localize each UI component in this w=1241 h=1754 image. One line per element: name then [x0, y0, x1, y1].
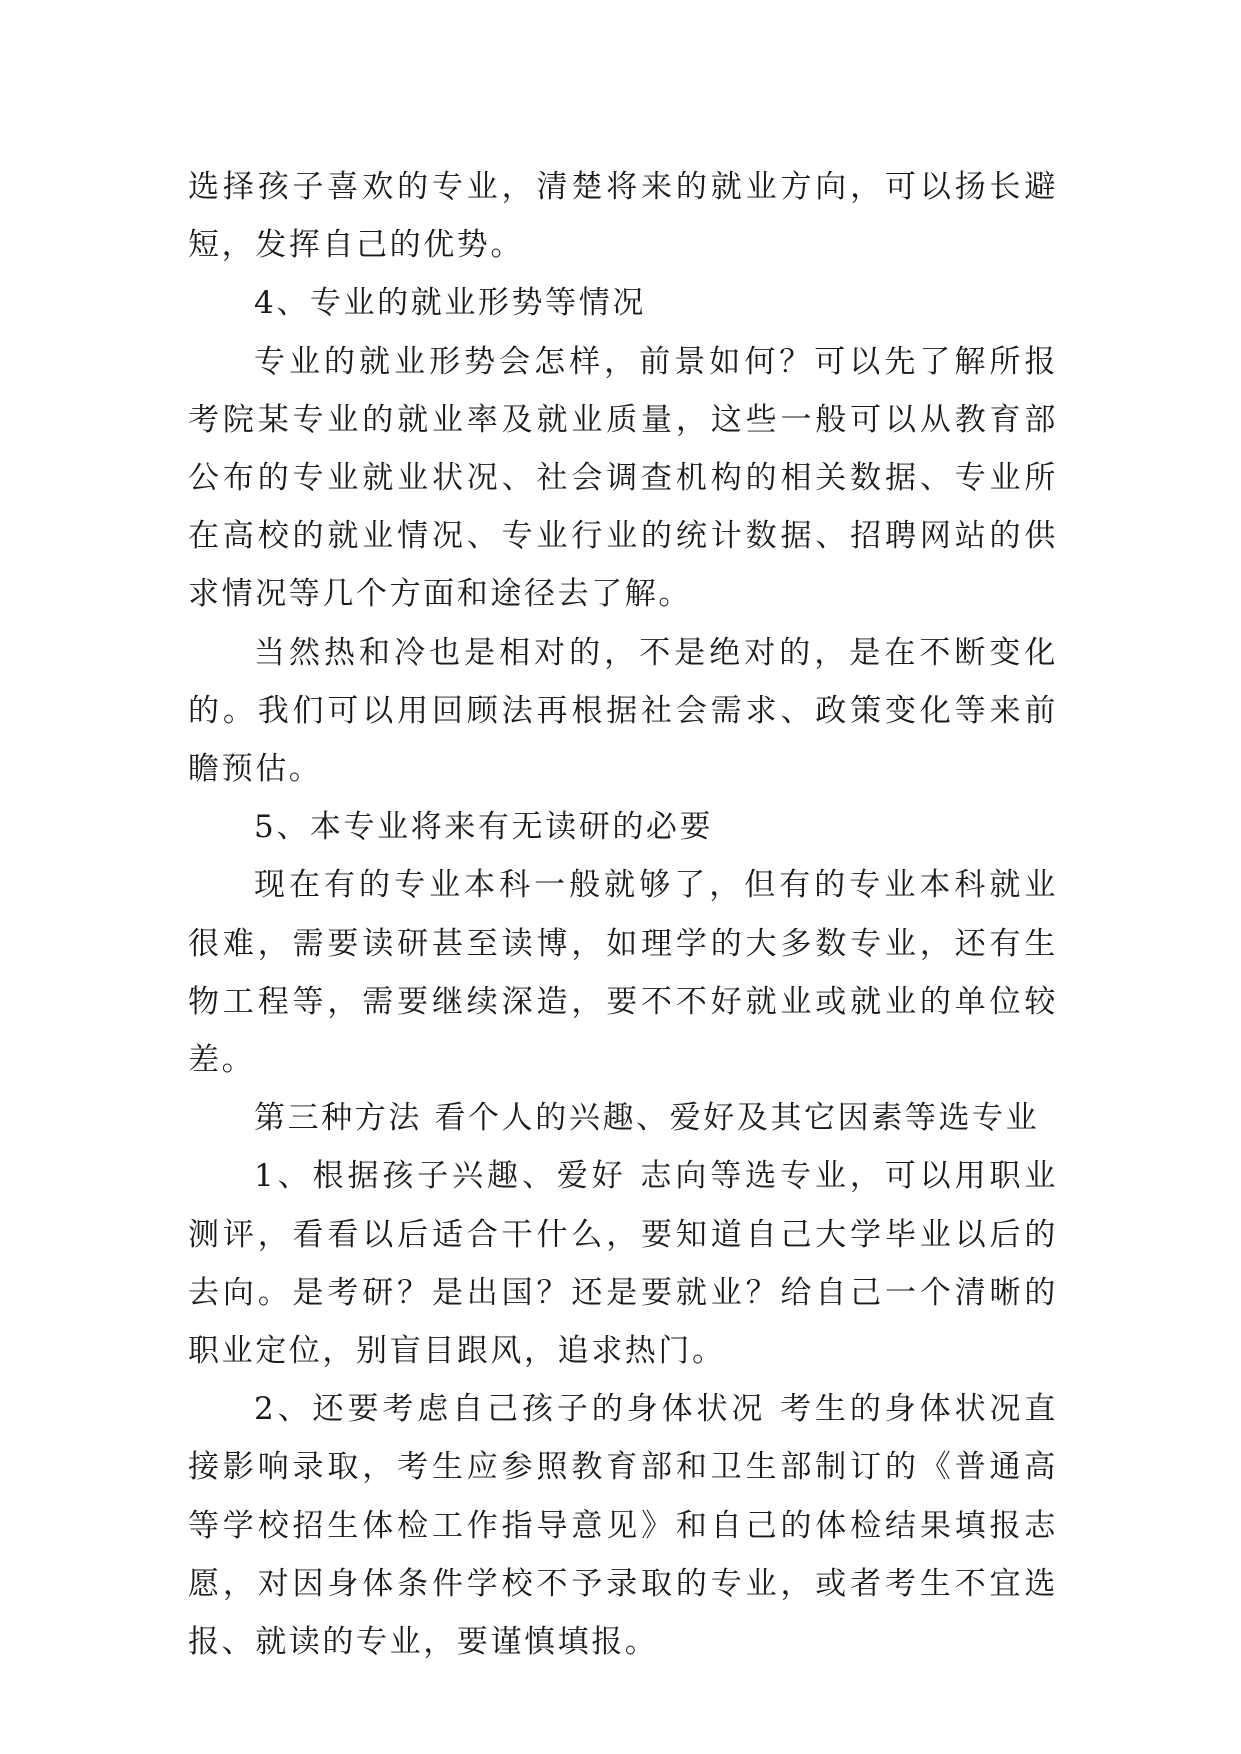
paragraph-3: 当然热和冷也是相对的，不是绝对的，是在不断变化的。我们可以用回顾法再根据社会需求、政策变化等来前瞻预估。 — [188, 634, 1058, 788]
paragraph-5: 1、根据孩子兴趣、爱好 志向等选专业，可以用职业测评，看看以后适合干什么，要知道自己大学毕业以后的去向。是考研？是出国？还是要就业？给自己一个清晰的职业定位，别盲目跟风，追求热门。 — [188, 1158, 1058, 1370]
section-heading-4: 4、专业的就业形势等情况 — [254, 285, 646, 322]
paragraph-6: 2、还要考虑自己孩子的身体状况 考生的身体状况直接影响录取，考生应参照教育部和卫生部制订的《普通高等学校招生体检工作指导意见》和自己的体检结果填报志愿，对因身体条件学校不予录取的专业，或者考生不宜选报、就读的专业，要谨慎填报。 — [188, 1391, 1058, 1661]
document-body — [188, 158, 1058, 1671]
method-heading-3: 第三种方法 看个人的兴趣、爱好及其它因素等选专业 — [254, 1100, 1040, 1137]
paragraph-2: 专业的就业形势会怎样，前景如何？可以先了解所报考院某专业的就业率及就业质量，这些一般可以从教育部公布的专业就业状况、社会调查机构的相关数据、专业所在高校的就业情况、专业行业的统计数据、招聘网站的供求情况等几个方面和途径去了解。 — [188, 343, 1058, 613]
section-heading-5: 5、本专业将来有无读研的必要 — [254, 809, 714, 846]
paragraph-1: 选择孩子喜欢的专业，清楚将来的就业方向，可以扬长避短，发挥自己的优势。 — [188, 169, 1058, 264]
paragraph-4: 现在有的专业本科一般就够了，但有的专业本科就业很难，需要读研甚至读博，如理学的大多数专业，还有生物工程等，需要继续深造，要不不好就业或就业的单位较差。 — [188, 867, 1058, 1079]
